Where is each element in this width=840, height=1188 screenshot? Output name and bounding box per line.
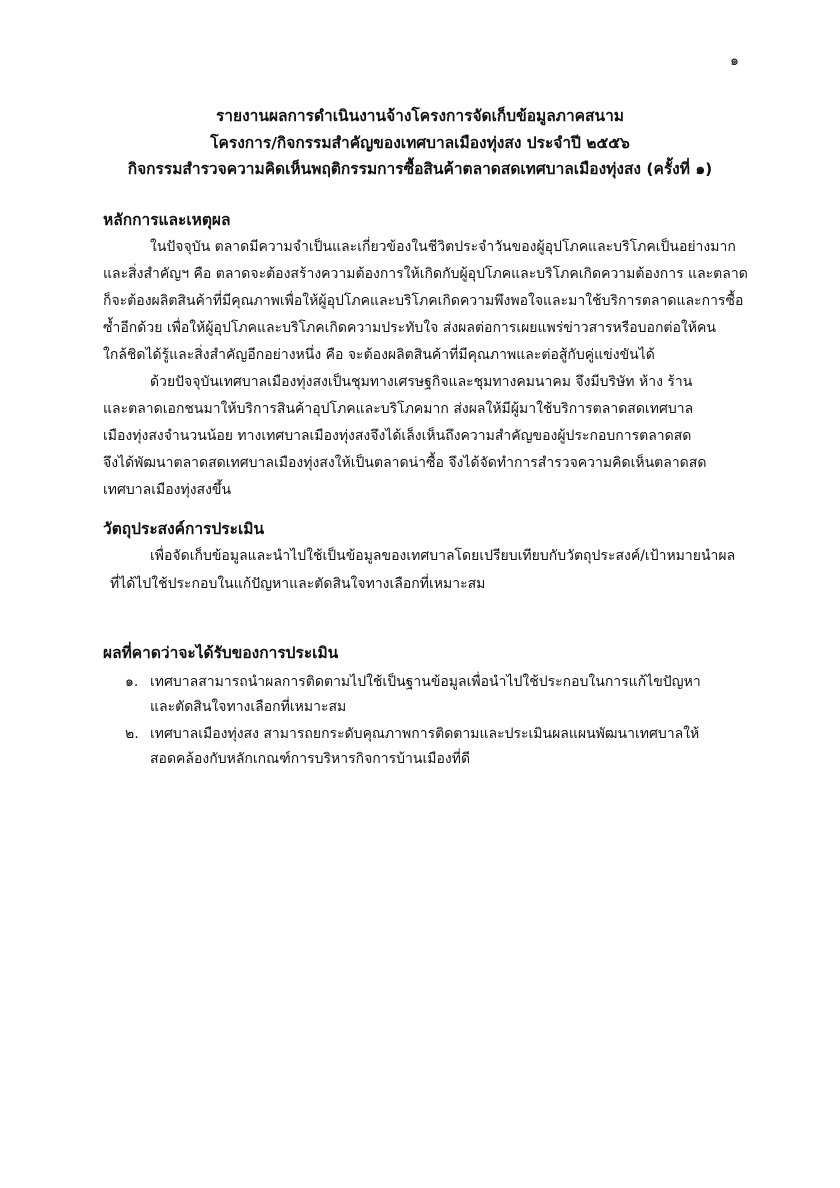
- list-item-number: ๒.: [125, 726, 139, 742]
- title-line-1: รายงานผลการดำเนินงานจ้างโครงการจัดเก็บข้อมูลภาคสนาม: [215, 107, 624, 125]
- rationale-line: ด้วยปัจจุบันเทศบาลเมืองทุ่งสงเป็นชุมทางเศรษฐกิจและชุมทางคมนาคม จึงมีบริษัท ห้าง ร้าน: [150, 374, 693, 390]
- rationale-line: ซ้ำอีกด้วย เพื่อให้ผู้อุปโภคและบริโภคเกิดความประทับใจ ส่งผลต่อการเผยแพร่ข่าวสารหรือบอกต่อให้คน: [103, 320, 716, 336]
- rationale-line: เทศบาลเมืองทุ่งสงขึ้น: [103, 482, 232, 498]
- rationale-line: เมืองทุ่งสงจำนวนน้อย ทางเทศบาลเมืองทุ่งสงจึงได้เล็งเห็นถึงความสำคัญของผู้ประกอบการตลาดสด: [103, 428, 692, 444]
- objective-line: ที่ได้ไปใช้ประกอบในแก้ปัญหาและตัดสินใจทางเลือกที่เหมาะสม: [110, 576, 486, 592]
- rationale-line: ในปัจจุบัน ตลาดมีความจำเป็นและเกี่ยวข้องในชีวิตประจำวันของผู้อุปโภคและบริโภคเป็นอย่างมาก: [150, 239, 736, 255]
- rationale-heading: หลักการและเหตุผล: [103, 211, 231, 229]
- rationale-line: จึงได้พัฒนาตลาดสดเทศบาลเมืองทุ่งสงให้เป็นตลาดน่าซื้อ จึงได้จัดทำการสำรวจความคิดเห็นตลาดสด: [103, 455, 707, 471]
- list-item-line: สอดคล้องกับหลักเกณฑ์การบริหารกิจการบ้านเมืองที่ดี: [150, 751, 471, 767]
- objective-line: เพื่อจัดเก็บข้อมูลและนำไปใช้เป็นข้อมูลของเทศบาลโดยเปรียบเทียบกับวัตถุประสงค์/เป้าหมายนำผล: [150, 548, 736, 564]
- objective-heading: วัตถุประสงค์การประเมิน: [103, 520, 265, 538]
- title-line-2: โครงการ/กิจกรรมสำคัญของเทศบาลเมืองทุ่งสง ประจำปี ๒๕๕๖: [210, 133, 630, 152]
- expected-heading: ผลที่คาดว่าจะได้รับของการประเมิน: [103, 644, 339, 662]
- document-title: [90, 103, 750, 183]
- list-item-line: เทศบาลสามารถนำผลการติดตามไปใช้เป็นฐานข้อมูลเพื่อนำไปใช้ประกอบในการแก้ไขปัญหา: [150, 674, 701, 690]
- list-item-number: ๑.: [125, 674, 139, 690]
- list-item-line: และตัดสินใจทางเลือกที่เหมาะสม: [150, 699, 347, 715]
- rationale-line: และสิ่งสำคัญฯ คือ ตลาดจะต้องสร้างความต้องการให้เกิดกับผู้อุปโภคและบริโภคเกิดความต้องการ และตลาด: [103, 266, 748, 282]
- rationale-line: ใกล้ชิดได้รู้และสิ่งสำคัญอีกอย่างหนึ่ง คือ จะต้องผลิตสินค้าที่มีคุณภาพและต่อสู้กับคู่แข่งขันได้: [103, 347, 655, 363]
- title-line-3: กิจกรรมสำรวจความคิดเห็นพฤติกรรมการซื้อสินค้าตลาดสดเทศบาลเมืองทุ่งสง (ครั้งที่ ๑): [127, 160, 713, 178]
- page-number: ๑: [730, 53, 739, 69]
- rationale-line: ก็จะต้องผลิตสินค้าที่มีคุณภาพเพื่อให้ผู้อุปโภคและบริโภคเกิดความพึงพอใจและมาใช้บริการตลาดและการซื้อ: [103, 293, 744, 309]
- list-item-line: เทศบาลเมืองทุ่งสง สามารถยกระดับคุณภาพการติดตามและประเมินผลแผนพัฒนาเทศบาลให้: [150, 726, 700, 742]
- rationale-line: และตลาดเอกชนมาให้บริการสินค้าอุปโภคและบริโภคมาก ส่งผลให้มีผู้มาใช้บริการตลาดสดเทศบาล: [103, 401, 694, 417]
